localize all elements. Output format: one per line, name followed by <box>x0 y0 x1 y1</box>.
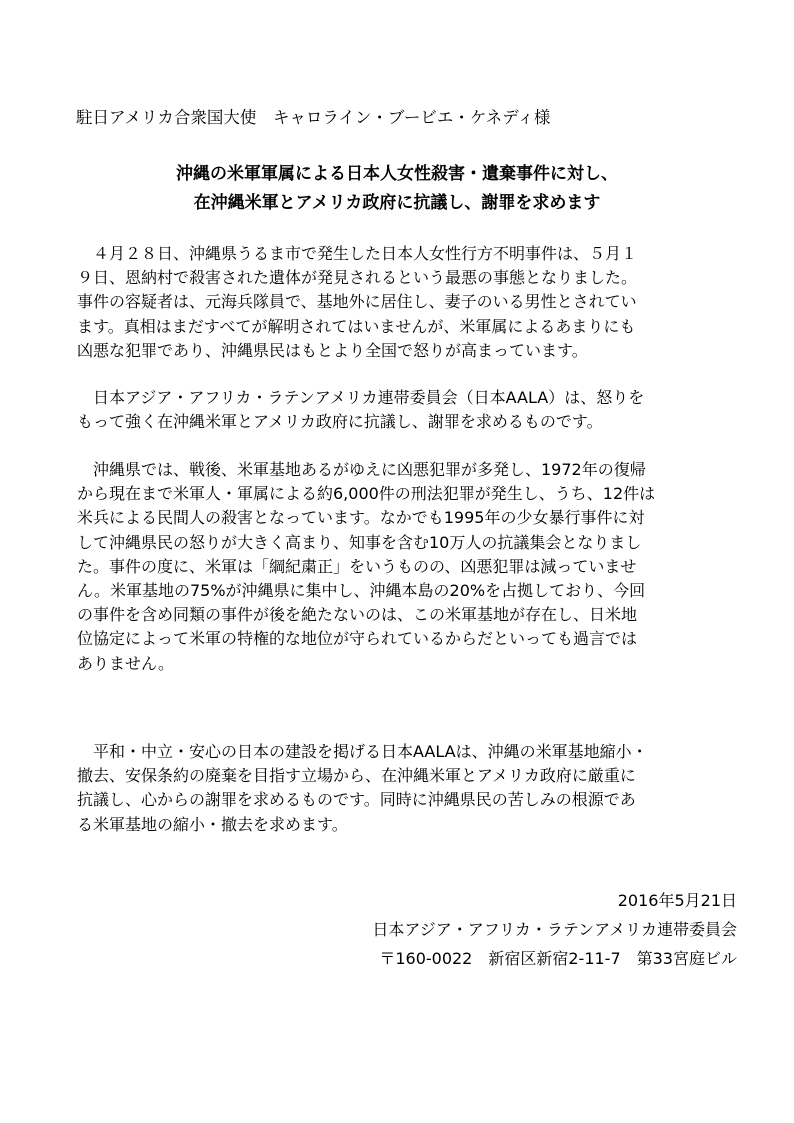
text-line: 事件の容疑者は、元海兵隊員で、基地外に居住し、妻子のいる男性とされてい <box>77 292 637 312</box>
text-line: ありません。 <box>77 653 174 673</box>
text-line: 沖縄県では、戦後、米軍基地あるがゆえに凶悪犯罪が多発し、1972年の復帰 <box>77 460 646 479</box>
text-line: ます。真相はまだすべてが解明されてはいませんが、米軍属によるあまりにも <box>77 316 636 336</box>
paragraph-3 <box>77 458 737 676</box>
text-line: して沖縄県民の怒りが大きく高まり、知事を含む10万人の抗議集会となりまし <box>77 532 642 552</box>
paragraph-4 <box>77 740 737 837</box>
text-line: 位協定によって米軍の特権的な地位が守られているからだといっても過言では <box>77 629 638 649</box>
signature-block <box>372 886 737 973</box>
text-line: ９日、恩納村で殺害された遺体が発見されるという最悪の事態となりました。 <box>77 268 638 288</box>
text-line: ４月２８日、沖縄県うるま市で発生した日本人女性行方不明事件は、５月１ <box>77 244 638 263</box>
paragraph-2 <box>77 386 737 434</box>
paragraph-1 <box>77 242 737 363</box>
text-line: の事件を含め同類の事件が後を絶たないのは、この米軍基地が存在し、日米地 <box>77 605 638 625</box>
signature-address: 〒160-0022 新宿区新宿2-11-7 第33宮庭ビル <box>379 949 737 968</box>
text-line: もって強く在沖縄米軍とアメリカ政府に抗議し、謝罪を求めるものです。 <box>77 412 603 432</box>
text-line: 抗議し、心からの謝罪を求めるものです。同時に沖縄県民の苦しみの根源であ <box>77 790 636 810</box>
text-line: から現在まで米軍人・軍属による約6,000件の刑法犯罪が発生し、うち、12件は <box>77 484 656 504</box>
document-title <box>0 160 794 218</box>
title-line-1: 沖縄の米軍軍属による日本人女性殺害・遺棄事件に対し、 <box>176 164 618 184</box>
signature-date: 2016年5月21日 <box>617 891 737 910</box>
text-line: ん。米軍基地の75%が沖縄県に集中し、沖縄本島の20%を占拠しており、今回 <box>77 581 646 601</box>
text-line: 平和・中立・安心の日本の建設を掲げる日本AALAは、沖縄の米軍基地縮小・ <box>77 742 648 761</box>
signature-organization: 日本アジア・アフリカ・ラテンアメリカ連帯委員会 <box>372 920 737 939</box>
text-line: る米軍基地の縮小・撤去を求めます。 <box>77 814 348 834</box>
text-line: 凶悪な犯罪であり、沖縄県民はもとより全国で怒りが高まっています。 <box>77 340 588 360</box>
text-line: 撤去、安保条約の廃棄を目指す立場から、在沖縄米軍とアメリカ政府に厳重に <box>77 766 636 786</box>
text-line: 日本アジア・アフリカ・ラテンアメリカ連帯委員会（日本AALA）は、怒りを <box>77 388 645 407</box>
addressee-line: 駐日アメリカ合衆国大使 キャロライン・ブービエ・ケネディ様 <box>76 108 551 127</box>
text-line: た。事件の度に、米軍は「綱紀粛正」をいうものの、凶悪犯罪は減っていませ <box>77 556 637 576</box>
text-line: 米兵による民間人の殺害となっています。なかでも1995年の少女暴行事件に対 <box>77 508 645 528</box>
title-line-2: 在沖縄米軍とアメリカ政府に抗議し、謝罪を求めます <box>193 193 601 213</box>
